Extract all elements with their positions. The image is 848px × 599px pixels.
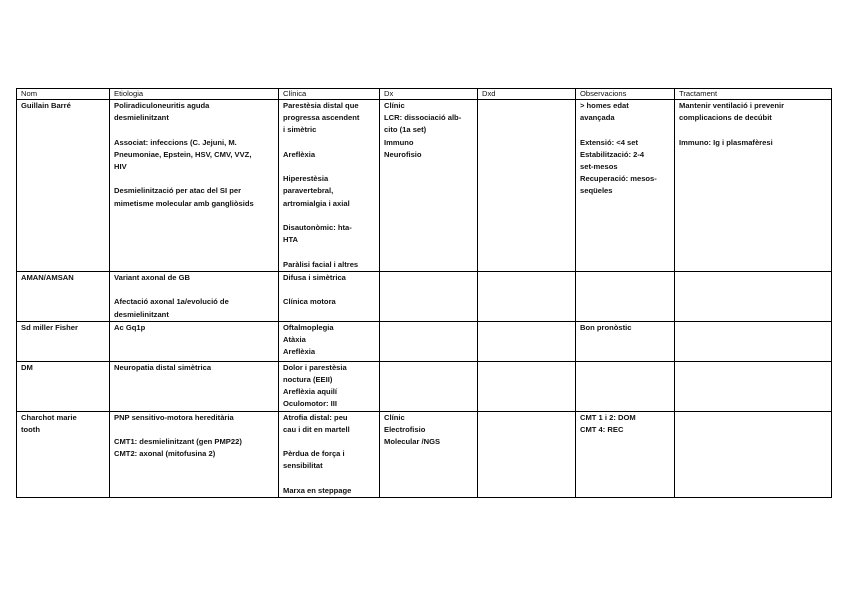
cell-line: Neuropatia distal simètrica: [114, 362, 212, 372]
cell-line: PNP sensitivo-motora hereditària: [114, 412, 234, 422]
cell-clinica: [279, 361, 380, 411]
cell-line: Electrofisio: [384, 424, 426, 434]
cell-etiologia: [110, 100, 279, 272]
cell-line: [114, 124, 274, 136]
cell-line: Bon pronòstic: [580, 322, 632, 332]
header-nom: Nom: [17, 89, 110, 100]
cell-line: Atàxia: [283, 335, 306, 344]
header-dx: Dx: [380, 89, 478, 100]
cell-line: Associat: infeccions (C. Jejuni, M.: [114, 137, 237, 147]
cell-line: i simètric: [283, 125, 317, 135]
cell-dxd: [478, 321, 576, 361]
cell-line: Areflèxia: [283, 149, 316, 159]
cell-line: Pneumoniae, Epstein, HSV, CMV, VVZ,: [114, 149, 252, 159]
header-clinica: Clínica: [279, 89, 380, 100]
cell-line: Immuno: [384, 137, 414, 147]
cell-line: Marxa en steppage: [283, 485, 352, 495]
cell-line: Sd miller Fisher: [21, 322, 78, 332]
cell-nom: [17, 100, 110, 272]
cell-line: [580, 124, 670, 136]
cell-observacions: [576, 411, 675, 497]
table-row: [17, 361, 832, 411]
cell-line: HIV: [114, 162, 127, 171]
cell-clinica: [279, 100, 380, 272]
cell-line: Recuperació: mesos-: [580, 174, 657, 184]
cell-line: paravertebral,: [283, 186, 334, 196]
cell-line: Guillain Barré: [21, 101, 71, 110]
cell-line: Desmielinització per atac del SI per: [114, 186, 242, 196]
cell-nom: [17, 321, 110, 361]
cell-line: Variant axonal de GB: [114, 273, 190, 282]
cell-line: Pèrdua de força i: [283, 449, 345, 459]
cell-clinica: [279, 411, 380, 497]
cell-tractament: [675, 411, 832, 497]
cell-line: complicacions de decúbit: [679, 113, 772, 123]
cell-line: Areflèxia aquilí: [283, 387, 338, 397]
cell-etiologia: [110, 272, 279, 322]
header-observacions: Observacions: [576, 89, 675, 100]
cell-line: Estabilització: 2-4: [580, 149, 645, 159]
cell-line: Poliradiculoneuritis aguda: [114, 101, 210, 110]
cell-line: [283, 436, 375, 448]
cell-line: [283, 137, 375, 149]
cell-line: Difusa i simètrica: [283, 273, 346, 282]
cell-line: set-mesos: [580, 162, 618, 171]
cell-line: mimetisme molecular amb gangliòsids: [114, 198, 254, 208]
cell-dxd: [478, 272, 576, 322]
table-row: [17, 272, 832, 322]
cell-line: > homes edat: [580, 101, 629, 110]
cell-tractament: [675, 100, 832, 272]
cell-dx: [380, 321, 478, 361]
header-tractament: Tractament: [675, 89, 832, 100]
table-header-row: [17, 89, 832, 100]
cell-etiologia: [110, 411, 279, 497]
cell-line: Ac Gq1p: [114, 322, 146, 332]
cell-line: CMT2: axonal (mitofusina 2): [114, 449, 216, 459]
cell-line: LCR: dissociació alb-: [384, 113, 462, 123]
cell-dxd: [478, 361, 576, 411]
cell-line: Charchot marie: [21, 412, 77, 422]
cell-line: Hiperestèsia: [283, 174, 329, 184]
cell-line: Paràlisi facial i altres: [283, 259, 359, 269]
cell-line: seqüeles: [580, 186, 613, 196]
cell-line: Clínica motora: [283, 297, 336, 307]
table-row: [17, 321, 832, 361]
cell-line: desmielinitzant: [114, 309, 169, 319]
cell-observacions: [576, 321, 675, 361]
cell-line: HTA: [283, 235, 299, 245]
cell-line: Atrofia distal: peu: [283, 412, 348, 422]
table-row: [17, 100, 832, 272]
cell-line: Molecular /NGS: [384, 437, 441, 447]
cell-line: Clínic: [384, 101, 405, 110]
cell-line: cito (1a set): [384, 125, 427, 135]
cell-line: Dolor i parestèsia: [283, 362, 347, 372]
table-body: [17, 100, 832, 498]
cell-line: DM: [21, 362, 33, 372]
cell-line: Neurofisio: [384, 149, 422, 159]
cell-line: Areflèxia: [283, 347, 316, 357]
cell-dx: [380, 272, 478, 322]
cell-clinica: [279, 272, 380, 322]
cell-line: CMT 1 i 2: DOM: [580, 412, 636, 422]
cell-line: [283, 210, 375, 222]
cell-dx: [380, 100, 478, 272]
cell-line: [283, 473, 375, 485]
cell-dxd: [478, 100, 576, 272]
cell-line: cau i dit en martell: [283, 424, 350, 434]
cell-line: Clínic: [384, 412, 405, 422]
cell-line: CMT1: desmielinitzant (gen PMP22): [114, 437, 242, 446]
cell-observacions: [576, 100, 675, 272]
cell-line: Oculomotor: III: [283, 399, 337, 409]
cell-tractament: [675, 272, 832, 322]
cell-line: AMAN/AMSAN: [21, 273, 74, 282]
cell-line: Extensió: <4 set: [580, 137, 639, 147]
table-row: [17, 411, 832, 497]
header-dxd: Dxd: [478, 89, 576, 100]
cell-line: [283, 161, 375, 173]
cell-line: [114, 424, 274, 436]
cell-line: CMT 4: REC: [580, 424, 624, 434]
cell-dxd: [478, 411, 576, 497]
cell-dx: [380, 411, 478, 497]
cell-line: desmielinitzant: [114, 113, 169, 123]
cell-line: avançada: [580, 113, 615, 123]
disease-table: [16, 88, 832, 498]
cell-line: Oftalmoplegia: [283, 322, 334, 332]
cell-etiologia: [110, 321, 279, 361]
cell-line: noctura (EEII): [283, 375, 333, 384]
cell-line: [283, 284, 375, 296]
cell-line: Mantenir ventilació i prevenir: [679, 101, 785, 110]
cell-line: [283, 246, 375, 258]
cell-line: progressa ascendent: [283, 113, 360, 123]
cell-clinica: [279, 321, 380, 361]
cell-line: [679, 124, 827, 136]
cell-line: Disautonòmic: hta-: [283, 222, 352, 232]
cell-tractament: [675, 321, 832, 361]
cell-line: artromialgia i axial: [283, 198, 350, 208]
header-etiologia: Etiologia: [110, 89, 279, 100]
cell-dx: [380, 361, 478, 411]
cell-nom: [17, 361, 110, 411]
cell-observacions: [576, 272, 675, 322]
cell-line: [114, 284, 274, 296]
cell-line: [114, 173, 274, 185]
cell-line: tooth: [21, 424, 40, 434]
cell-tractament: [675, 361, 832, 411]
cell-nom: [17, 272, 110, 322]
cell-nom: [17, 411, 110, 497]
cell-line: Parestèsia distal que: [283, 101, 359, 110]
cell-observacions: [576, 361, 675, 411]
cell-etiologia: [110, 361, 279, 411]
cell-line: Afectació axonal 1a/evolució de: [114, 297, 229, 307]
cell-line: sensibilitat: [283, 461, 323, 471]
cell-line: Immuno: Ig i plasmafèresi: [679, 137, 773, 147]
